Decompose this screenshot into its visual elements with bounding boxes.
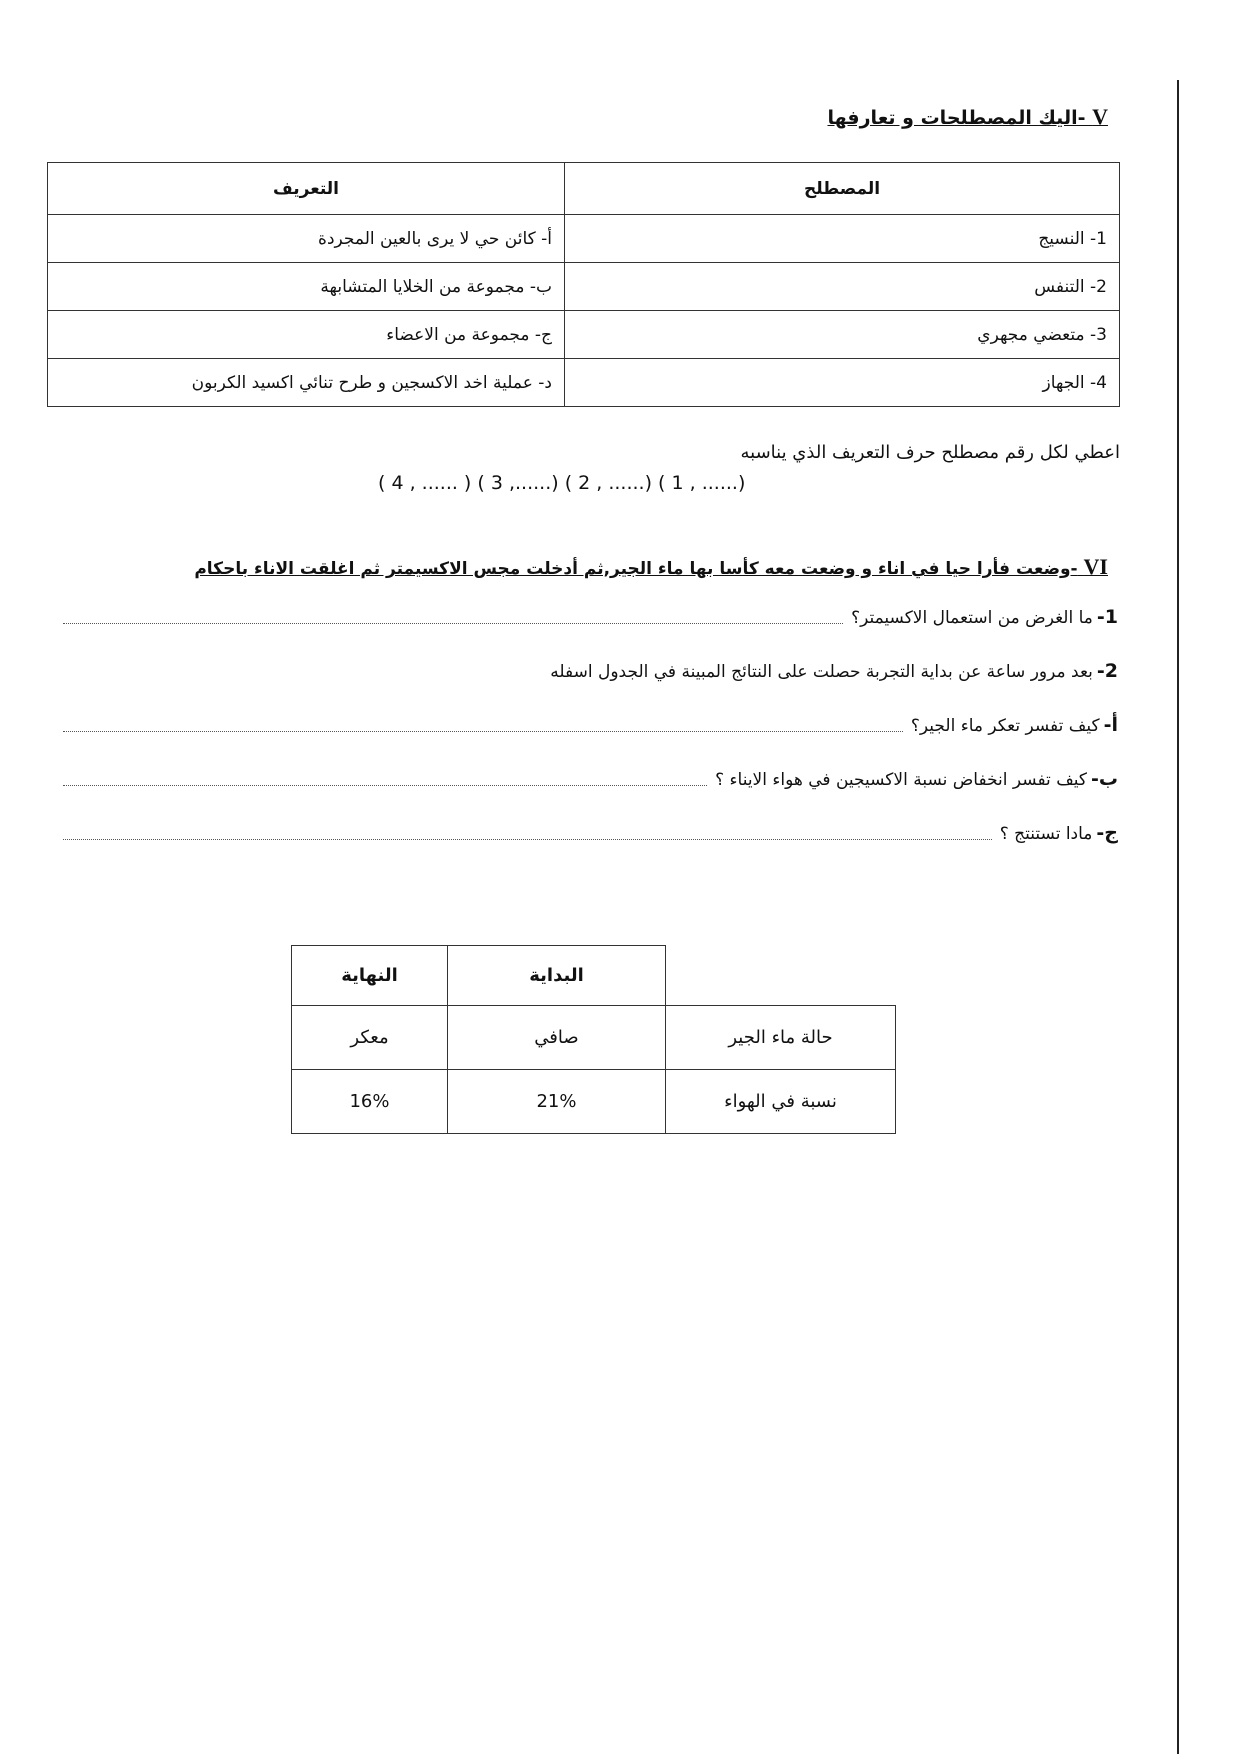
end-value: 16%	[292, 1070, 448, 1134]
header-definition: التعريف	[48, 163, 565, 215]
definition-cell: د- عملية اخد الاكسجين و طرح تنائي اكسيد الكربون	[48, 359, 565, 407]
empty-corner-cell	[666, 946, 896, 1006]
table-row	[292, 1070, 896, 1134]
section-5-title	[828, 104, 1109, 130]
results-table	[291, 945, 896, 1134]
start-value: 21%	[448, 1070, 666, 1134]
section-5-title-text: -اليك المصطلحات و تعارفها	[827, 107, 1086, 129]
question-number: 1-	[1096, 606, 1118, 628]
terms-table-header	[48, 163, 1120, 215]
question-text: كيف تفسر انخفاض نسبة الاكسيجين في هواء الايناء ؟	[715, 770, 1088, 790]
question-text: بعد مرور ساعة عن بداية التجربة حصلت على النتائج المبينة في الجدول اسفله	[550, 662, 1093, 682]
answer-line[interactable]	[63, 838, 992, 840]
terms-table	[47, 162, 1120, 407]
answer-line[interactable]	[63, 730, 903, 732]
term-cell: 2- التنفس	[565, 263, 1120, 311]
section-6-number: VI	[1083, 554, 1108, 579]
row-label: نسبة في الهواء	[666, 1070, 896, 1134]
page-margin-line	[1177, 80, 1179, 1754]
term-cell: 3- متعضي مجهري	[565, 311, 1120, 359]
term-cell: 1- النسيج	[565, 215, 1120, 263]
section-5-number: V	[1092, 104, 1108, 129]
term-cell: 4- الجهاز	[565, 359, 1120, 407]
header-term: المصطلح	[565, 163, 1120, 215]
question-2b	[63, 768, 1118, 790]
section-6-title	[194, 554, 1108, 580]
definition-cell: ب- مجموعة من الخلايا المتشابهة	[48, 263, 565, 311]
question-2	[550, 660, 1118, 682]
question-text: كيف تفسر تعكر ماء الجير؟	[910, 716, 1100, 736]
answer-line[interactable]	[63, 622, 843, 624]
question-1	[63, 606, 1118, 628]
question-number: ج-	[1096, 822, 1118, 844]
start-value: صافي	[448, 1006, 666, 1070]
question-text: مادا تستنتج ؟	[999, 824, 1093, 844]
question-2c	[63, 822, 1118, 844]
row-label: حالة ماء الجير	[666, 1006, 896, 1070]
question-2a	[63, 714, 1118, 736]
results-header	[292, 946, 896, 1006]
table-row	[48, 263, 1120, 311]
table-row	[48, 215, 1120, 263]
question-number: ب-	[1091, 768, 1118, 790]
section-6-title-text: -وضعت فأرا حيا في اناء و وضعت معه كأسا بها ماء الجير,ثم أدخلت مجس الاكسيمتر ثم اغلقت الاناء باحكام	[194, 559, 1078, 579]
question-number: أ-	[1103, 714, 1118, 736]
table-row	[48, 359, 1120, 407]
question-number: 2-	[1096, 660, 1118, 682]
table-row	[48, 311, 1120, 359]
definition-cell: أ- كائن حي لا يرى بالعين المجردة	[48, 215, 565, 263]
end-value: معكر	[292, 1006, 448, 1070]
question-text: ما الغرض من استعمال الاكسيمتر؟	[851, 608, 1093, 628]
answer-line[interactable]	[63, 784, 707, 786]
matching-instruction: اعطي لكل رقم مصطلح حرف التعريف الذي يناسبه	[740, 442, 1120, 463]
matching-answer-pairs[interactable]: ( 4 , ...... ) ( 3 ,......) ( 2 , ......) ( 1 , ......)	[378, 472, 746, 494]
definition-cell: ج- مجموعة من الاعضاء	[48, 311, 565, 359]
table-row	[292, 1006, 896, 1070]
header-start: البداية	[448, 946, 666, 1006]
header-end: النهاية	[292, 946, 448, 1006]
